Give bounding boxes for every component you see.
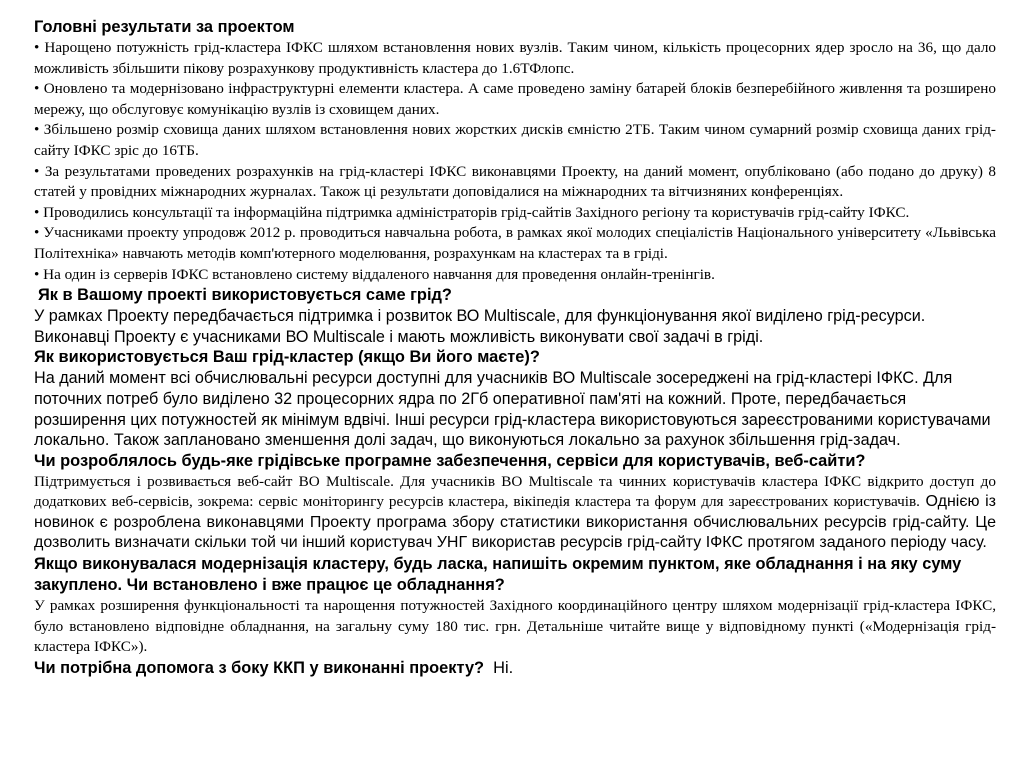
bullet-item: • Учасниками проекту упродовж 2012 р. проводиться навчальна робота, в рамках якої молодих спеціалістів Національного університету «Львівська Політехніка» навчають методів комп'ютерного моделювання, розрахункам на кластерах та в гріді. (34, 224, 996, 262)
bullet-item: • На один із серверів ІФКС встановлено систему віддаленого навчання для проведення онлайн-тренінгів. (34, 265, 715, 283)
document-page (34, 17, 996, 679)
bullet-item: • Оновлено та модернізовано інфраструктурні елементи кластера. А саме проведено заміну батарей блоків безперебійного живлення та розширено мережу, що обслуговує комунікацію вузлів із сховищем даних. (34, 80, 996, 118)
section-heading-grid-usage: Як в Вашому проекті використовується саме грід? (38, 286, 452, 305)
software-text-serif: Підтримується і розвивається веб-сайт ВО Multiscale. Для учасників ВО Multiscale та чинних користувачів кластера ІФКС відкрито доступ до додаткових веб-сервісів, зокрема: сервіс моніторингу ресурсів кластера, вікіпедія кластера та форум для зареєстрованих користувачів. (34, 472, 996, 511)
section-heading-cluster-usage: Як використовується Ваш грід-кластер (якщо Ви його маєте)? (34, 348, 540, 367)
section-heading-software: Чи розроблялось будь-яке грідівське програмне забезпечення, сервіси для користувачів, веб-сайти? (34, 451, 866, 470)
bullet-item: • Нарощено потужність грід-кластера ІФКС шляхом встановлення нових вузлів. Таким чином, кількість процесорних ядер зросло на 36, що дало можливість збільшити пікову розрахункову продуктивність кластера до 1.6ТФлопс. (34, 39, 996, 77)
bullet-item: • За результатами проведених розрахунків на грід-кластері ІФКС виконавцями Проекту, на даний момент, опубліковано (або подано до друку) 8 статей у провідних міжнародних журналах. Також ці результати доповідалися на міжнародних та вітчизняних конференціях. (34, 162, 996, 201)
section-heading-help: Чи потрібна допомога з боку ККП у виконанні проекту? (34, 658, 485, 677)
bullet-item: • Проводились консультації та інформаційна підтримка адміністраторів грід-сайтів Західного регіону та користувачів грід-сайту ІФКС. (34, 203, 910, 221)
section-text-modernization: У рамках розширення функціональності та нарощення потужностей Західного координаційного центру шляхом модернізації грід-кластера ІФКС, було встановлено відповідне обладнання, на загальну суму 180 тис. грн. Детальніше читайте вище у відповідному пункті («Модернізація грід-кластера ІФКС»). (34, 597, 996, 656)
help-answer: Ні. (484, 658, 514, 677)
software-text-sans: Однією із новинок є розроблена виконавцями Проекту програма збору статистики використання обчислювальних ресурсів грід-сайту. Це дозволить визначати скільки той чи інший користувач УНГ використав ресурсів грід-сайту ІФКС протягом заданого періоду часу. (34, 493, 997, 552)
bullet-item: • Збільшено розмір сховища даних шляхом встановлення нових жорстких дисків ємністю 2ТБ. Таким чином сумарний розмір сховища даних грід-сайту ІФКС зріс до 16ТБ. (34, 121, 996, 159)
section-text-software (34, 472, 996, 554)
section-heading-modernization: Якщо виконувалася модернізація кластеру, будь ласка, напишіть окремим пунктом, яке обладнання і на яку суму закуплено. Чи встановлено і вже працює це обладнання? (34, 555, 962, 595)
section-text-cluster-usage: На даний момент всі обчислювальні ресурси доступні для учасників ВО Multiscale зосереджені на грід-кластері ІФКС. Для поточних потреб було виділено 32 процесорних ядра по 2Гб оперативної пам'яті на кожний. Проте, передбачається розширення цих потужностей як мінімум вдвічі. Інші ресурси грід-кластера використовуються зареєстрованими користувачами локально. Також заплановано зменшення долі задач, що виконуються локально за рахунок збільшення грід-задач. (34, 369, 991, 450)
section-text-grid-usage: У рамках Проекту передбачається підтримка і розвиток ВО Multiscale, для функціонування якої виділено грід-ресурси. Виконавці Проекту є учасниками ВО Multiscale і мають можливість виконувати свої задачі в гріді. (34, 307, 926, 346)
section-heading-main-results: Головні результати за проектом (34, 18, 295, 36)
section-help-line (34, 658, 996, 679)
